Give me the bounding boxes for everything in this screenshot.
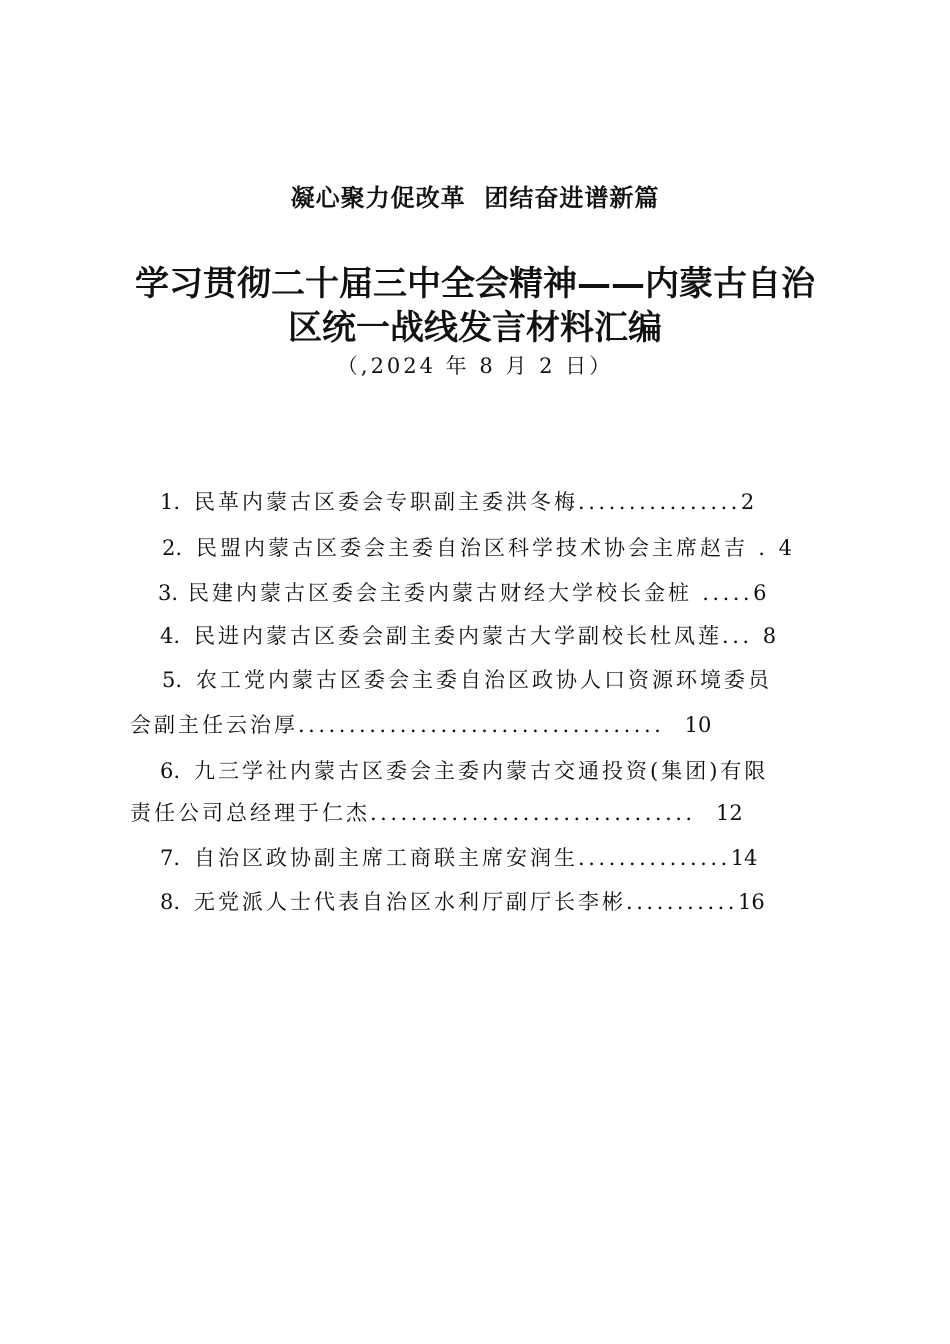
- toc-item-number: 2.: [162, 536, 183, 560]
- toc-item-1: [160, 486, 754, 516]
- toc-item-text: 责任公司总经理于仁杰: [130, 801, 370, 825]
- toc-item-text: 民革内蒙古区委会专职副主委洪冬梅: [194, 490, 579, 514]
- toc-page-number: 10: [684, 713, 712, 737]
- toc-item-text: 民建内蒙古区委会主委内蒙古财经大学校长金桩: [188, 581, 693, 605]
- toc-item-number: 6.: [160, 759, 181, 783]
- toc-item-number: 7.: [160, 846, 181, 870]
- toc-item-3: [158, 577, 766, 607]
- toc-page-number: 16: [737, 890, 765, 914]
- toc-page-number: 2: [740, 490, 755, 514]
- toc-leader-dots: ................................: [370, 801, 716, 825]
- toc-page-number: 14: [730, 846, 758, 870]
- toc-leader-dots: ...: [722, 624, 763, 648]
- toc-item-text: 会副主任云治厚: [130, 713, 298, 737]
- title-line-2: 区统一战线发言材料汇编: [288, 308, 662, 348]
- toc-item-5: [162, 664, 772, 694]
- toc-page-number: 8: [762, 624, 777, 648]
- toc-item-text: 民进内蒙古区委会副主委内蒙古大学副校长杜凤莲: [194, 624, 723, 648]
- toc-item-text: 无党派人士代表自治区水利厅副厅长李彬: [194, 890, 627, 914]
- toc-item-text: 民盟内蒙古区委会主委自治区科学技术协会主席赵吉: [196, 536, 749, 560]
- toc-page-number: 4: [778, 536, 792, 560]
- title-line-1: 学习贯彻二十届三中全会精神——内蒙古自治: [135, 264, 815, 304]
- document-title: [100, 262, 850, 350]
- toc-item-number: 1.: [160, 490, 181, 514]
- toc-item-4: [160, 620, 776, 650]
- toc-item-number: 3.: [158, 581, 179, 605]
- toc-leader-dots: .: [748, 536, 779, 560]
- toc-item-text: 自治区政协副主席工商联主席安润生: [194, 846, 579, 870]
- toc-item-8: [160, 886, 765, 916]
- toc-leader-dots: ................: [578, 490, 741, 514]
- toc-item-6: [160, 755, 768, 785]
- toc-page-number: 6: [753, 581, 767, 605]
- toc-leader-dots: ....................................: [298, 713, 685, 737]
- document-date: （,2024 年 8 月 2 日）: [336, 354, 614, 378]
- toc-item-2: [162, 532, 792, 562]
- toc-item-text: 农工党内蒙古区委会主委自治区政协人口资源环境委员: [196, 668, 773, 692]
- toc-leader-dots: ...........: [626, 890, 738, 914]
- toc-item-6-continued: [130, 797, 743, 827]
- document-subtitle: 凝心聚力促改革 团结奋进谱新篇: [290, 183, 660, 212]
- toc-item-number: 8.: [160, 890, 181, 914]
- toc-leader-dots: ...............: [578, 846, 731, 870]
- toc-item-text: 九三学社内蒙古区委会主委内蒙古交通投资(集团)有限: [194, 759, 769, 783]
- toc-leader-dots: .....: [692, 581, 754, 605]
- toc-page-number: 12: [715, 801, 743, 825]
- toc-item-7: [160, 842, 757, 872]
- toc-item-number: 4.: [160, 624, 181, 648]
- toc-item-5-continued: [130, 709, 711, 739]
- toc-item-number: 5.: [162, 668, 183, 692]
